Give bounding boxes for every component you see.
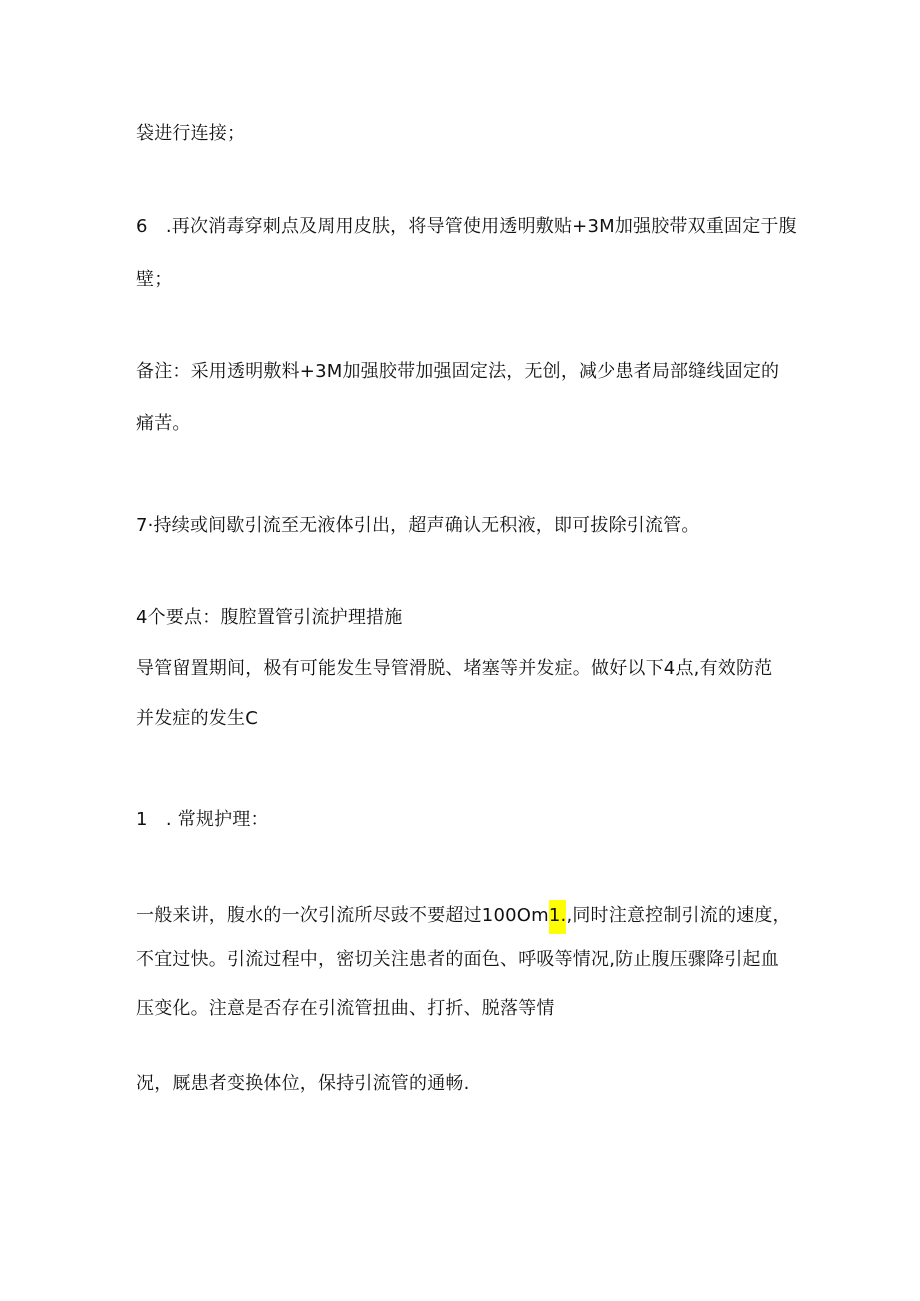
text-line-5: 痛苦。 bbox=[136, 413, 191, 434]
text-before-highlight: 一般来讲，腹水的一次引流所尽豉不要超过100Om bbox=[136, 905, 549, 926]
highlighted-text: 1. bbox=[549, 900, 567, 934]
text-line-1: 袋进行连接； bbox=[136, 123, 246, 144]
text-line-6: 7·持续或间歇引流至无液体引出，超声确认无积液，即可拔除引流管。 bbox=[136, 515, 700, 536]
text-line-13: 压变化。注意是否存在引流管扭曲、打折、脱落等情 bbox=[136, 998, 555, 1019]
text-after-highlight: ,同时注意控制引流的速度， bbox=[566, 905, 791, 926]
section-heading: 4个要点：腹腔置管引流护理措施 bbox=[136, 607, 403, 628]
text-line-2: 6 .再次消毒穿刺点及周用皮肤，将导管使用透明敷贴+3M加强胶带双重固定于腹 bbox=[136, 216, 797, 237]
text-line-14: 况，厩患者变换体位，保持引流管的通畅. bbox=[136, 1073, 470, 1094]
text-line-11 bbox=[136, 900, 791, 934]
text-line-4: 备注：采用透明敷料+3M加强胶带加强固定法，无创，减少患者局部缝线固定的 bbox=[136, 361, 780, 382]
text-line-8: 导管留置期间，极有可能发生导管滑脱、堵塞等并发症。做好以下4点,有效防范 bbox=[136, 658, 773, 679]
text-line-12: 不宜过快。引流过程中，密切关注患者的面色、呼吸等情况,防止腹压骤降引起血 bbox=[136, 949, 779, 970]
text-line-9: 并发症的发生C bbox=[136, 708, 258, 729]
text-line-3: 壁； bbox=[136, 269, 173, 290]
subsection-heading: 1 . 常规护理： bbox=[136, 809, 269, 830]
